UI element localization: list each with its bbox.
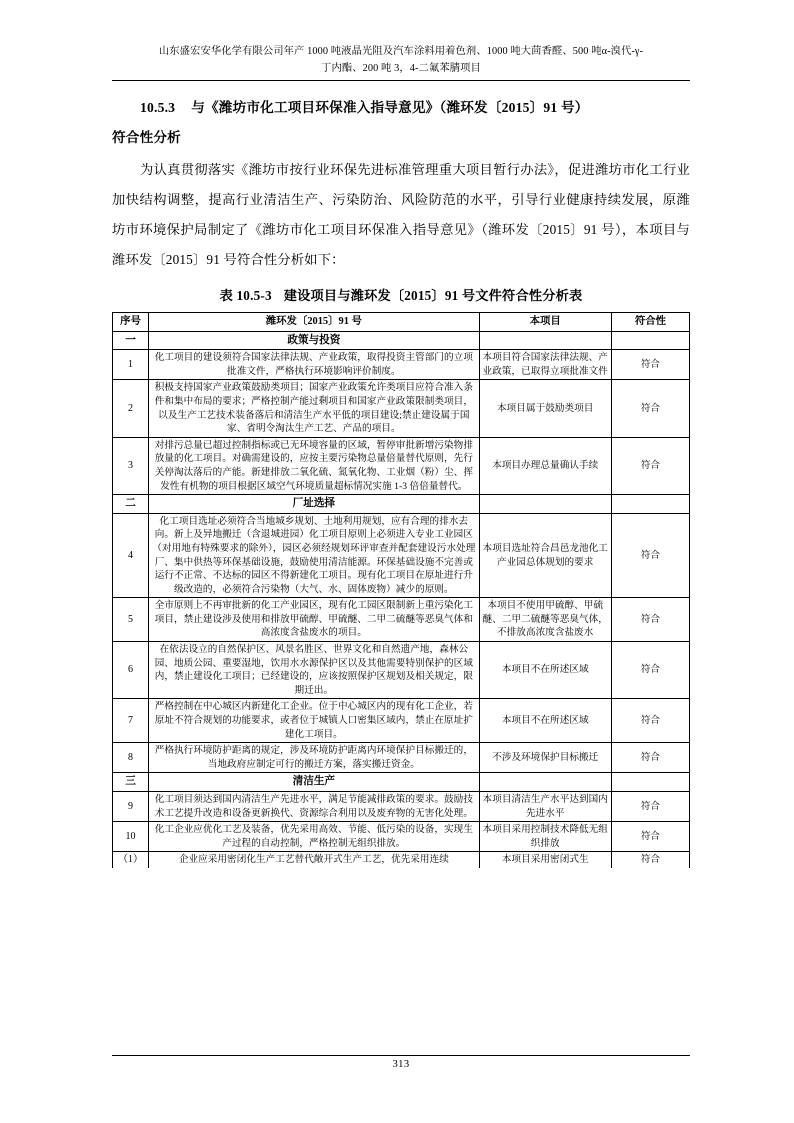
column-header-conformity: 符合性 [611, 313, 689, 332]
row-index: 2 [113, 380, 149, 437]
group-label: 厂址选择 [149, 495, 480, 514]
table-row [113, 350, 690, 380]
table-row [113, 642, 690, 699]
running-header-line1: 山东盛宏安华化学有限公司年产 1000 吨液晶光阻及汽车涂料用着色剂、1000 吨大茴香醛、500 吨α-溴代-γ- [158, 46, 644, 57]
header-divider [112, 80, 690, 81]
row-index: 7 [113, 699, 149, 743]
table-row [113, 743, 690, 773]
row-requirement: 全市原则上不再审批新的化工产业园区，现有化工园区限制新上重污染化工项目，禁止建设涉及使用和排放甲硫醇、甲硫醚、二甲二硫醚等恶臭气体和高浓度含盐废水的项目。 [149, 598, 480, 642]
running-header-line2: 丁内酯、200 吨 3，4-二氟苯腈项目 [321, 62, 481, 74]
row-index: 3 [113, 437, 149, 494]
row-project: 本项目属于鼓励类项目 [479, 380, 611, 437]
table-group-row [113, 495, 690, 514]
section-heading [112, 93, 690, 153]
page-content [112, 44, 690, 868]
row-conformity: 符合 [611, 380, 689, 437]
table-row [113, 792, 690, 822]
section-title-line1: 与《潍坊市化工项目环保准入指导意见》（潍环发〔2015〕91 号） [191, 100, 589, 115]
row-project: 本项目办理总量确认手续 [479, 437, 611, 494]
row-index: 6 [113, 642, 149, 699]
row-conformity: 符合 [611, 792, 689, 822]
group-project-blank [479, 331, 611, 350]
row-requirement: 对排污总量已超过控制指标或已无环境容量的区域，暂停审批新增污染物排放量的化工项目。对确需建设的，应按主要污染物总量倍量替代原则，先行关停淘汰落后的产能。新建排放二氧化硫、氮氧化物、工业烟（粉）尘、挥发性有机物的项目根据区域空气环境质量超标情况实施 1-3 倍倍量替代。 [149, 437, 480, 494]
group-index: 三 [113, 773, 149, 792]
body-paragraph: 为认真贯彻落实《潍坊市按行业环保先进标准管理重大项目暂行办法》，促进潍坊市化工行业加快结构调整，提高行业清洁生产、污染防治、风险防范的水平，引导行业健康持续发展，原潍坊市环境保护局制定了《潍坊市化工项目环保准入指导意见》（潍环发〔2015〕91 号），本项目与潍环发〔2015〕91 号符合性分析如下： [112, 162, 690, 267]
table-caption-number: 表 10.5-3 [219, 288, 272, 303]
group-label: 清洁生产 [149, 773, 480, 792]
row-conformity: 符合 [611, 437, 689, 494]
row-requirement: 化工项目选址必须符合当地城乡规划、土地利用规划，应有合理的排水去向。新上及异地搬迁（含退城进园）化工项目原则上必须进入专业工业园区（对用地有特殊要求的除外），园区必须经规划环评审查并配套建设污水处理厂、集中供热等环保基础设施，鼓励使用清洁能源。环保基础设施不完善或运行不正常、不达标的园区不得新建化工项目。现有化工项目在原址进行升级改造的，必须符合污染物（大气、水、固体废物）减少的原则。 [149, 513, 480, 598]
table-row [113, 598, 690, 642]
row-project: 不涉及环境保护目标搬迁 [479, 743, 611, 773]
column-header-project: 本项目 [479, 313, 611, 332]
row-project: 本项目清洁生产水平达到国内先进水平 [479, 792, 611, 822]
table-row [113, 822, 690, 852]
row-requirement: 在依法设立的自然保护区、风景名胜区、世界文化和自然遗产地，森林公园、地质公园、重要湿地，饮用水水源保护区以及其他需要特别保护的区域内，禁止建设化工项目；已经建设的，应该按照保护区规划及相关规定，限期迁出。 [149, 642, 480, 699]
group-label: 政策与投资 [149, 331, 480, 350]
row-index: 5 [113, 598, 149, 642]
table-header-row [113, 313, 690, 332]
table-head [113, 313, 690, 332]
row-index: 8 [113, 743, 149, 773]
group-conformity-blank [611, 495, 689, 514]
row-index: 4 [113, 513, 149, 598]
row-requirement: 严格控制在中心城区内新建化工企业。位于中心城区内的现有化工企业，若原址不符合规划的功能要求，或者位于城镇人口密集区域内，禁止在原址扩建化工项目。 [149, 699, 480, 743]
row-index: 1 [113, 350, 149, 380]
group-index: 二 [113, 495, 149, 514]
group-conformity-blank [611, 331, 689, 350]
table-caption [112, 283, 690, 309]
row-conformity: 符合 [611, 822, 689, 852]
row-requirement: 化工项目须达到国内清洁生产先进水平，满足节能减排政策的要求。鼓励技术工艺提升改造和设备更新换代、资源综合利用以及废弃物的无害化处理。 [149, 792, 480, 822]
row-conformity: 符合 [611, 852, 689, 868]
section-title-line2: 符合性分析 [112, 130, 181, 145]
row-requirement: 企业应采用密闭化生产工艺替代敞开式生产工艺，优先采用连续 [149, 852, 480, 868]
table-group-row [113, 773, 690, 792]
row-project: 本项目不使用甲硫醇、甲硫醚、二甲二硫醚等恶臭气体，不排放高浓度含盐废水 [479, 598, 611, 642]
row-requirement: 化工项目的建设须符合国家法律法规、产业政策，取得投资主管部门的立项批准文件，严格执行环境影响评价制度。 [149, 350, 480, 380]
row-requirement: 积极支持国家产业政策鼓励类项目；国家产业政策允许类项目应符合准入条件和集中布局的要求；严格控制产能过剩项目和国家产业政策限制类项目，以及生产工艺技术装备落后和清洁生产水平低的项目建设;禁止建设属于国家、省明令淘汰生产工艺、产品的项目。 [149, 380, 480, 437]
running-header [112, 44, 690, 77]
row-conformity: 符合 [611, 642, 689, 699]
row-conformity: 符合 [611, 513, 689, 598]
row-index: （1） [113, 852, 149, 868]
row-project: 本项目符合国家法律法规、产业政策，已取得立项批准文件 [479, 350, 611, 380]
row-project: 本项目采用控制技术降低无组织排放 [479, 822, 611, 852]
group-project-blank [479, 773, 611, 792]
compliance-analysis-table [112, 312, 690, 868]
row-conformity: 符合 [611, 743, 689, 773]
group-index: 一 [113, 331, 149, 350]
row-requirement: 严格执行环境防护距离的规定，涉及环境防护距离内环境保护目标搬迁的，当地政府应制定可行的搬迁方案，落实搬迁资金。 [149, 743, 480, 773]
table-row [113, 380, 690, 437]
row-project: 本项目不在所述区域 [479, 699, 611, 743]
group-project-blank [479, 495, 611, 514]
footer-divider [112, 1055, 690, 1056]
row-requirement: 化工企业应优化工艺及装备，优先采用高效、节能、低污染的设备，实现生产过程的自动控制，严格控制无组织排放。 [149, 822, 480, 852]
table-row [113, 437, 690, 494]
section-number: 10.5.3 [140, 100, 176, 115]
table-body [113, 331, 690, 868]
row-project: 本项目不在所述区域 [479, 642, 611, 699]
column-header-index: 序号 [113, 313, 149, 332]
table-row [113, 699, 690, 743]
column-header-requirement: 潍环发〔2015〕91 号 [149, 313, 480, 332]
group-conformity-blank [611, 773, 689, 792]
table-row [113, 513, 690, 598]
row-conformity: 符合 [611, 350, 689, 380]
row-conformity: 符合 [611, 598, 689, 642]
row-project: 本项目选址符合昌邑龙池化工产业园总体规划的要求 [479, 513, 611, 598]
row-index: 10 [113, 822, 149, 852]
row-project: 本项目采用密闭式生 [479, 852, 611, 868]
table-group-row [113, 331, 690, 350]
row-index: 9 [113, 792, 149, 822]
page-number: 313 [392, 1059, 410, 1070]
page-footer [112, 1055, 690, 1070]
table-row [113, 852, 690, 868]
row-conformity: 符合 [611, 699, 689, 743]
table-caption-text: 建设项目与潍环发〔2015〕91 号文件符合性分析表 [283, 288, 583, 303]
